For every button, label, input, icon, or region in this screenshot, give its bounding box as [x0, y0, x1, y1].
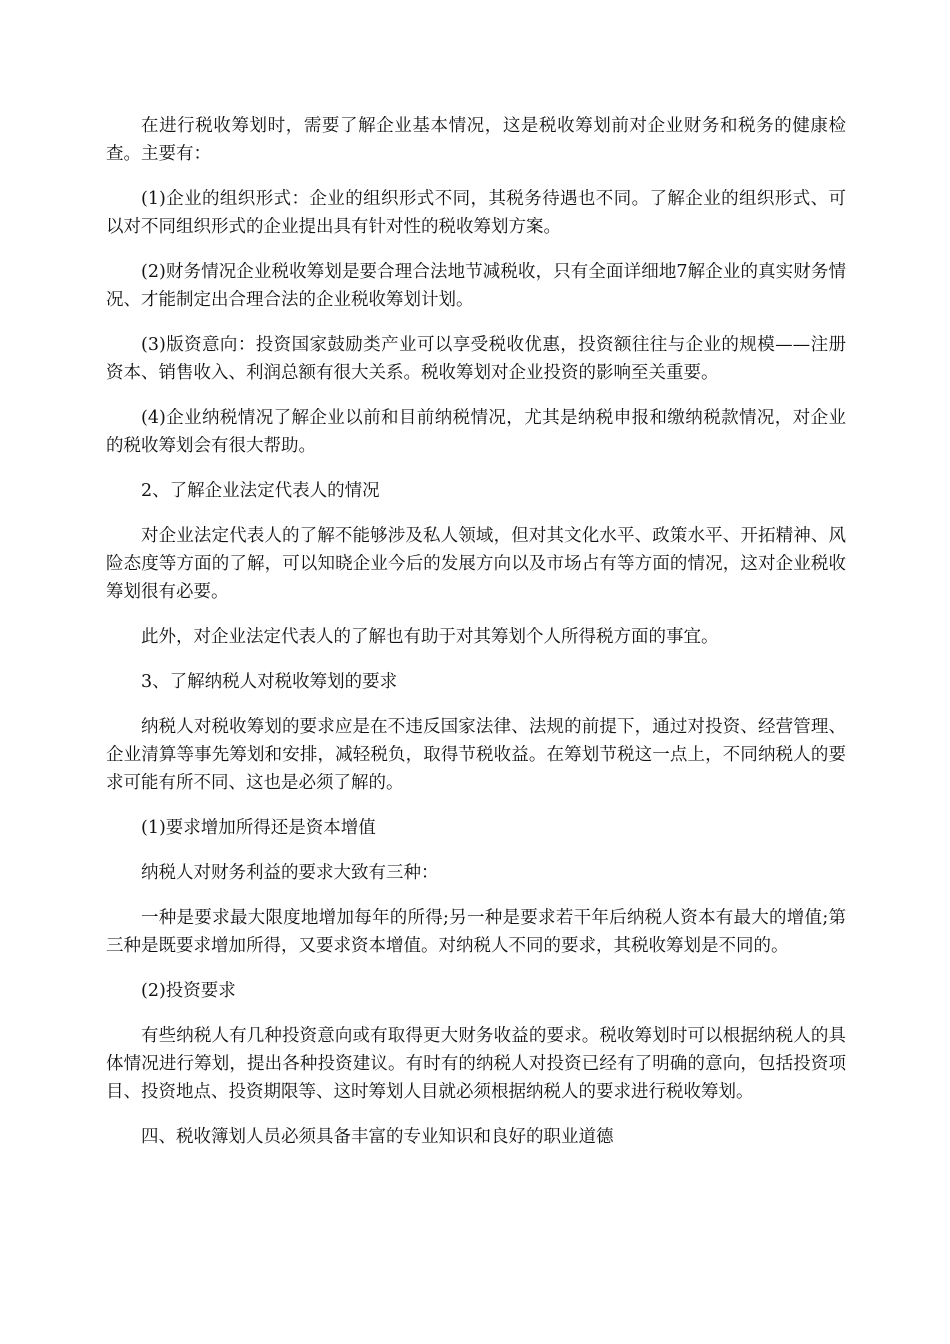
paragraph-investment-requirements: 有些纳税人有几种投资意向或有取得更大财务收益的要求。税收筹划时可以根据纳税人的具体情况进行筹划，提出各种投资建议。有时有的纳税人对投资已经有了明确的意向，包括投资项目、投资地点、投资期限等、这时筹划人目就必须根据纳税人的要求进行税收筹划。	[106, 1026, 846, 1102]
section-heading-planner-qualifications: 四、税收簿划人员必须具备丰富的专业知识和良好的职业道德	[141, 1127, 614, 1147]
section-heading-legal-representative: 2、了解企业法定代表人的情况	[141, 481, 380, 501]
paragraph-three-requirements: 纳税人对财务利益的要求大致有三种：	[141, 863, 439, 883]
paragraph-personal-income-tax: 此外，对企业法定代表人的了解也有助于对其筹划个人所得税方面的事宜。	[141, 627, 719, 647]
paragraph-financial-status: (2)财务情况企业税收筹划是要合理合法地节减税收，只有全面详细地7解企业的真实财务情况、才能制定出合理合法的企业税收筹划计划。	[106, 262, 846, 310]
document-body	[106, 112, 846, 1168]
paragraph-investment-intent: (3)版资意向：投资国家鼓励类产业可以享受税收优惠，投资额往往与企业的规模——注册资本、销售收入、利润总额有很大关系。税收筹划对企业投资的影响至关重要。	[106, 335, 846, 383]
paragraph-taxpayer-requirements: 纳税人对税收筹划的要求应是在不违反国家法律、法规的前提下，通过对投资、经营管理、企业清算等事先筹划和安排，减轻税负，取得节税收益。在筹划节税这一点上，不同纳税人的要求可能有所不同、这也是必须了解的。	[106, 717, 846, 793]
paragraph-legal-representative: 对企业法定代表人的了解不能够涉及私人领域，但对其文化水平、政策水平、开拓精神、风险态度等方面的了解，可以知晓企业今后的发展方向以及市场占有等方面的情况，这对企业税收筹划很有必要。	[106, 526, 846, 602]
paragraph-intro: 在进行税收筹划时，需要了解企业基本情况，这是税收筹划前对企业财务和税务的健康检查。主要有：	[106, 116, 846, 164]
paragraph-tax-status: (4)企业纳税情况了解企业以前和目前纳税情况，尤其是纳税申报和缴纳税款情况，对企业的税收筹划会有很大帮助。	[106, 408, 846, 456]
subheading-income-or-capital: (1)要求增加所得还是资本增值	[141, 818, 376, 838]
paragraph-requirement-types: 一种是要求最大限度地增加每年的所得;另一种是要求若干年后纳税人资本有最大的增值;第三种是既要求增加所得，又要求资本增值。对纳税人不同的要求，其税收筹划是不同的。	[106, 908, 846, 956]
subheading-investment-requirements: (2)投资要求	[141, 981, 236, 1001]
paragraph-organization-form: (1)企业的组织形式：企业的组织形式不同，其税务待遇也不同。了解企业的组织形式、可以对不同组织形式的企业提出具有针对性的税收筹划方案。	[106, 189, 846, 237]
section-heading-taxpayer-requirements: 3、了解纳税人对税收筹划的要求	[141, 672, 398, 692]
